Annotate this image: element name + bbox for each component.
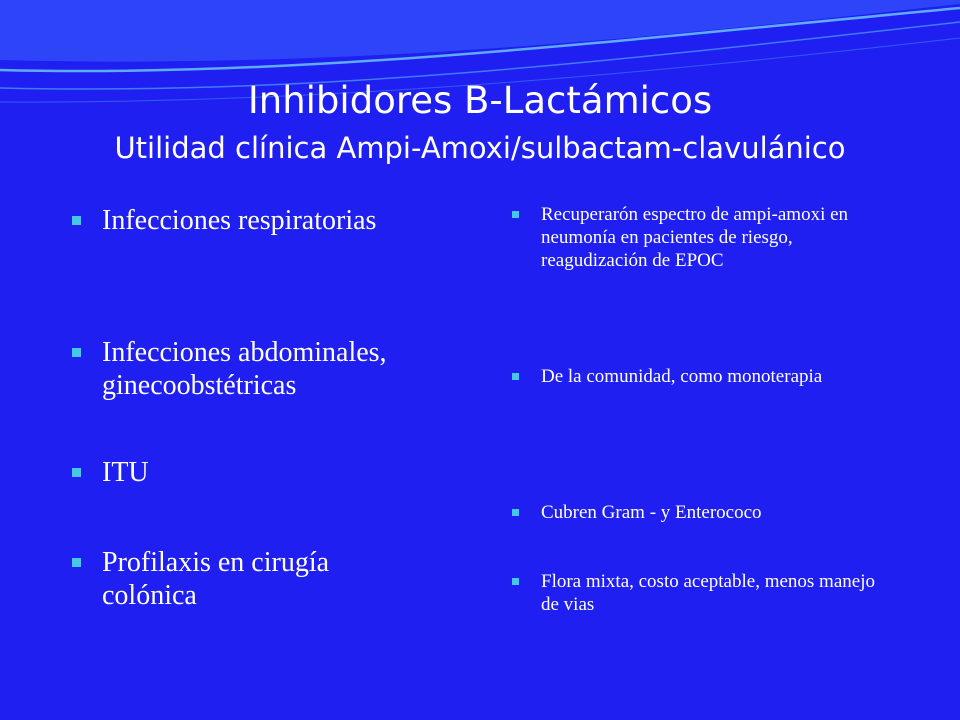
- list-item: [512, 501, 762, 524]
- square-bullet-icon: [72, 558, 81, 567]
- bullet-text: De la comunidad, como monoterapia: [541, 366, 823, 387]
- slide-title: Inhibidores B-Lactámicos: [247, 79, 713, 122]
- list-item: [512, 203, 892, 272]
- bullet-text: Recuperarón espectro de ampi-amoxi en neumonía en pacientes de riesgo, reagudización de EPOC: [541, 204, 849, 271]
- slide-subtitle: Utilidad clínica Ampi-Amoxi/sulbactam-clavulánico: [114, 131, 846, 165]
- list-item: [72, 204, 376, 237]
- list-item: [72, 546, 412, 612]
- square-bullet-icon: [512, 211, 519, 218]
- list-item: [512, 570, 892, 616]
- square-bullet-icon: [72, 216, 81, 225]
- square-bullet-icon: [512, 373, 519, 380]
- bullet-text: Flora mixta, costo aceptable, menos manejo de vias: [541, 571, 875, 615]
- square-bullet-icon: [72, 348, 81, 357]
- list-item: [512, 365, 822, 388]
- slide-title-block: [0, 78, 960, 168]
- bullet-text: Profilaxis en cirugía colónica: [102, 547, 330, 611]
- bullet-text: Cubren Gram - y Enterococo: [541, 502, 762, 523]
- bullet-text: ITU: [102, 457, 149, 488]
- square-bullet-icon: [512, 578, 519, 585]
- list-item: [72, 336, 412, 402]
- bullet-text: Infecciones abdominales, ginecoobstétricas: [102, 337, 387, 401]
- bullet-text: Infecciones respiratorias: [102, 205, 377, 236]
- square-bullet-icon: [72, 468, 81, 477]
- list-item: [72, 456, 149, 489]
- square-bullet-icon: [512, 509, 519, 516]
